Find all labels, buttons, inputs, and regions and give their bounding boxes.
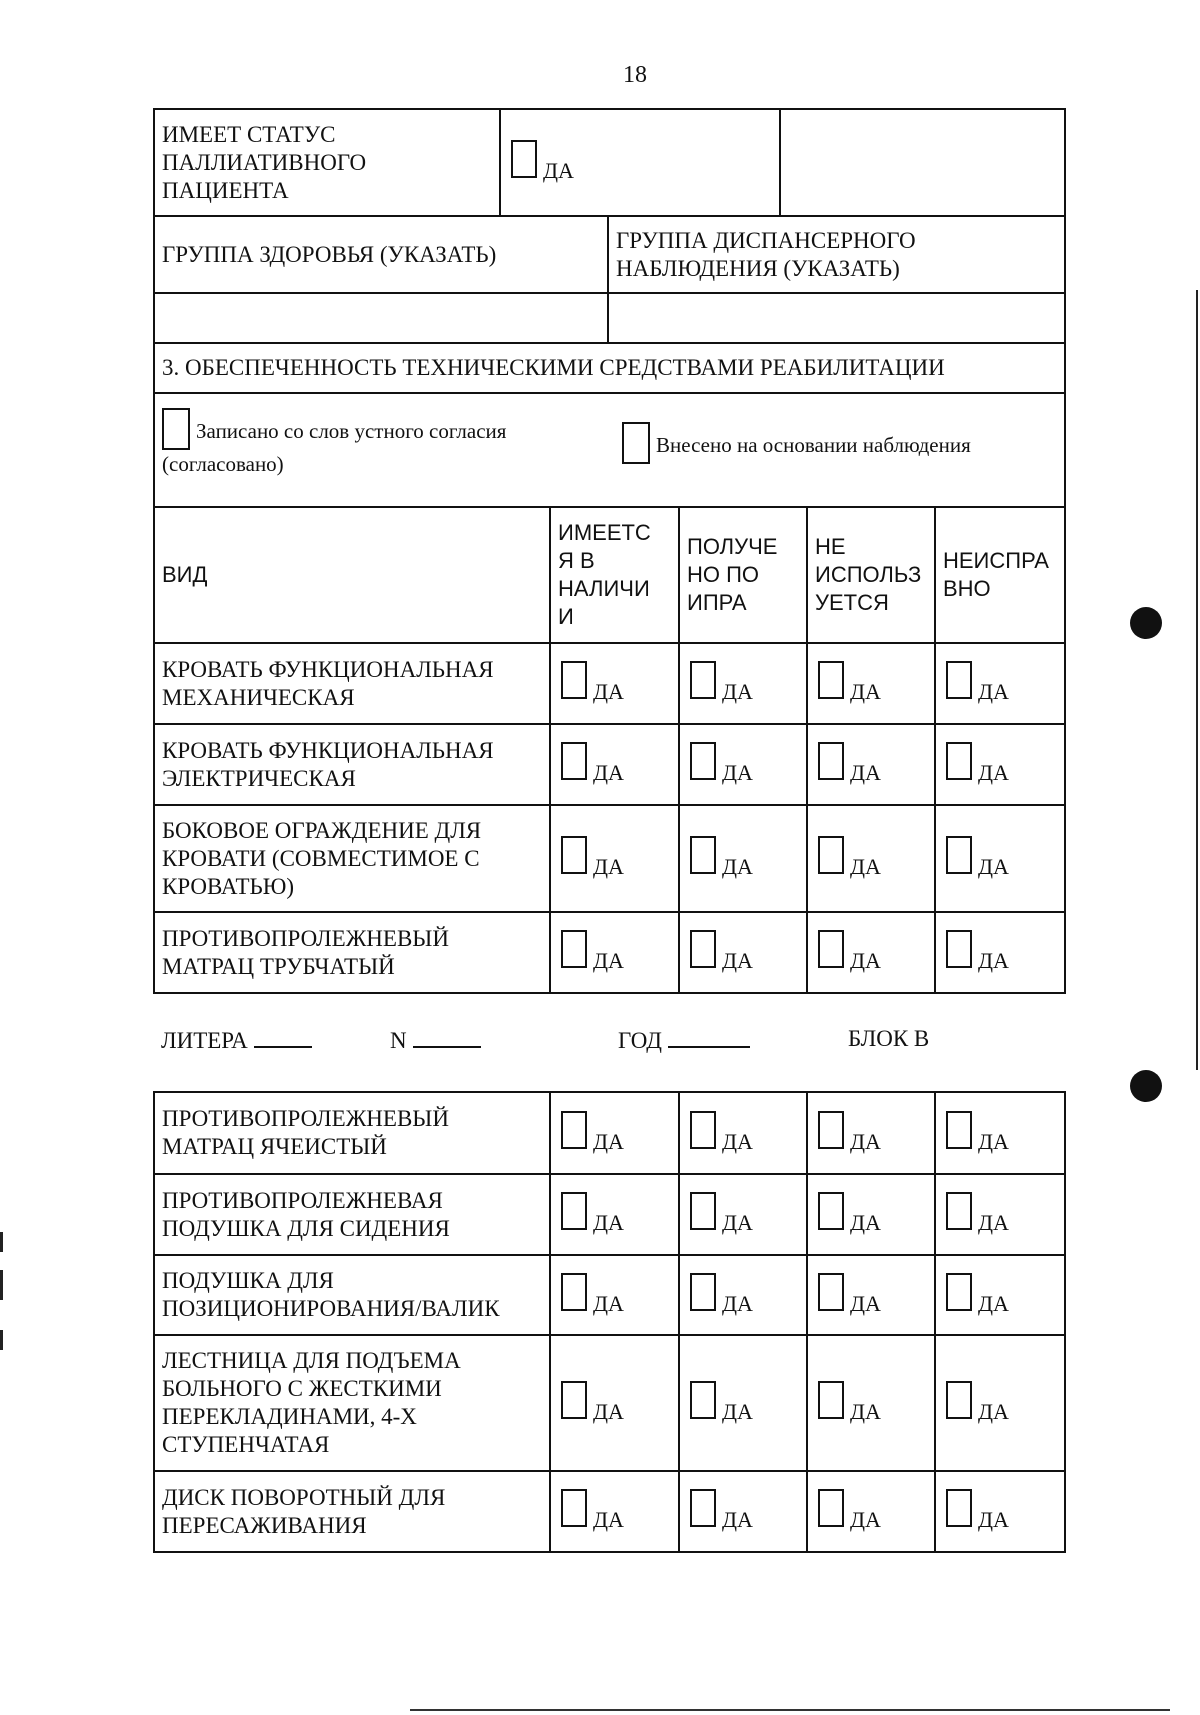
- table-row: [154, 1335, 1065, 1471]
- yes-cell: [935, 643, 1065, 724]
- year-field: [618, 1026, 750, 1054]
- not-used-checkbox[interactable]: [818, 930, 844, 968]
- yes-cell: [935, 912, 1065, 993]
- block-label: БЛОК В: [848, 1026, 930, 1051]
- yes-label: ДА: [978, 854, 1009, 879]
- yes-cell: [679, 805, 807, 912]
- dispensary-group-input[interactable]: [608, 293, 1065, 343]
- yes-label: ДА: [978, 948, 1009, 973]
- received-ipra-checkbox[interactable]: [690, 1273, 716, 1311]
- yes-label: ДА: [850, 1507, 881, 1532]
- yes-label: ДА: [850, 1210, 881, 1235]
- yes-cell: [807, 1471, 935, 1552]
- faulty-checkbox[interactable]: [946, 661, 972, 699]
- yes-label: ДА: [722, 679, 753, 704]
- row-item-name: ПРОТИВОПРОЛЕЖНЕВЫЙ МАТРАЦ ЯЧЕИСТЫЙ: [154, 1092, 550, 1174]
- not-used-checkbox[interactable]: [818, 1273, 844, 1311]
- yes-label: ДА: [850, 760, 881, 785]
- scan-edge-mark: [1196, 290, 1198, 1070]
- yes-label: ДА: [850, 948, 881, 973]
- not-used-checkbox[interactable]: [818, 1489, 844, 1527]
- yes-cell: [550, 805, 679, 912]
- yes-label: ДА: [722, 1398, 753, 1424]
- form-bottom-section: [153, 1091, 1066, 1553]
- not-used-checkbox[interactable]: [818, 1192, 844, 1230]
- row-item-name: КРОВАТЬ ФУНКЦИОНАЛЬНАЯ МЕХАНИЧЕСКАЯ: [154, 643, 550, 724]
- row-item-name: ЛЕСТНИЦА ДЛЯ ПОДЪЕМА БОЛЬНОГО С ЖЕСТКИМИ ПЕРЕКЛАДИНАМИ, 4-Х СТУПЕНЧАТАЯ: [154, 1335, 550, 1471]
- yes-label: ДА: [593, 679, 624, 704]
- yes-label: ДА: [722, 1290, 753, 1316]
- available-checkbox[interactable]: [561, 1111, 587, 1149]
- consent-observed-checkbox[interactable]: [622, 422, 650, 464]
- scan-bottom-edge: [410, 1709, 1170, 1711]
- yes-cell: [550, 643, 679, 724]
- available-checkbox[interactable]: [561, 1273, 587, 1311]
- consent-observed: [622, 422, 1062, 464]
- yes-cell: [807, 724, 935, 805]
- col-header-received-ipra: ПОЛУЧЕ НО ПО ИПРА: [679, 507, 807, 643]
- faulty-checkbox[interactable]: [946, 1381, 972, 1419]
- faulty-checkbox[interactable]: [946, 1273, 972, 1311]
- table-row: [154, 643, 1065, 724]
- litera-blank[interactable]: [254, 1026, 312, 1048]
- available-checkbox[interactable]: [561, 1489, 587, 1527]
- available-checkbox[interactable]: [561, 836, 587, 874]
- yes-cell: [550, 724, 679, 805]
- not-used-checkbox[interactable]: [818, 1381, 844, 1419]
- received-ipra-checkbox[interactable]: [690, 1192, 716, 1230]
- yes-label: ДА: [593, 854, 624, 879]
- yes-label: ДА: [850, 854, 881, 879]
- table-row: [154, 1471, 1065, 1552]
- scan-edge-mark: [0, 1232, 3, 1252]
- yes-cell: [935, 724, 1065, 805]
- yes-label: ДА: [593, 1290, 624, 1316]
- document-footer-line: [161, 1026, 1031, 1062]
- page-number: 18: [623, 62, 647, 88]
- consent-verbal: [162, 408, 582, 478]
- col-header-available: ИМЕЕТС Я В НАЛИЧИ И: [550, 507, 679, 643]
- yes-cell: [935, 1471, 1065, 1552]
- yes-label: ДА: [978, 760, 1009, 785]
- form-top-section: [153, 108, 1066, 994]
- not-used-checkbox[interactable]: [818, 1111, 844, 1149]
- row-item-name: ПРОТИВОПРОЛЕЖНЕВЫЙ МАТРАЦ ТРУБЧАТЫЙ: [154, 912, 550, 993]
- yes-cell: [550, 1335, 679, 1471]
- col-header-type: ВИД: [154, 507, 550, 643]
- health-group-input[interactable]: [154, 293, 608, 343]
- yes-cell: [679, 724, 807, 805]
- table-row: [154, 805, 1065, 912]
- row-item-name: КРОВАТЬ ФУНКЦИОНАЛЬНАЯ ЭЛЕКТРИЧЕСКАЯ: [154, 724, 550, 805]
- available-checkbox[interactable]: [561, 1192, 587, 1230]
- yes-cell: [935, 1335, 1065, 1471]
- yes-cell: [807, 1255, 935, 1335]
- faulty-checkbox[interactable]: [946, 742, 972, 780]
- consent-verbal-label: Записано со слов устного согласия (согласовано): [162, 419, 507, 476]
- yes-label: ДА: [593, 1128, 624, 1154]
- received-ipra-checkbox[interactable]: [690, 742, 716, 780]
- scan-edge-mark: [0, 1270, 3, 1300]
- yes-label: ДА: [978, 1290, 1009, 1316]
- yes-label: ДА: [850, 1290, 881, 1316]
- yes-label: ДА: [593, 1210, 624, 1235]
- yes-label: ДА: [593, 948, 624, 973]
- yes-cell: [935, 805, 1065, 912]
- yes-label: ДА: [978, 679, 1009, 704]
- row-item-name: ПОДУШКА ДЛЯ ПОЗИЦИОНИРОВАНИЯ/ВАЛИК: [154, 1255, 550, 1335]
- punch-hole-mark: [1130, 1070, 1162, 1102]
- yes-cell: [935, 1255, 1065, 1335]
- yes-cell: [807, 805, 935, 912]
- faulty-checkbox[interactable]: [946, 1111, 972, 1149]
- yes-label: ДА: [722, 854, 753, 879]
- yes-cell: [807, 1335, 935, 1471]
- available-checkbox[interactable]: [561, 661, 587, 699]
- yes-cell: [550, 1092, 679, 1174]
- palliative-empty-cell: [780, 109, 1065, 216]
- yes-cell: [807, 1174, 935, 1255]
- yes-cell: [550, 1255, 679, 1335]
- yes-cell: [679, 1174, 807, 1255]
- table-row: [154, 1092, 1065, 1174]
- yes-label: ДА: [850, 1398, 881, 1424]
- table-row: [154, 912, 1065, 993]
- table-row: [154, 1255, 1065, 1335]
- scan-edge-mark: [0, 1330, 3, 1350]
- litera-label: ЛИТЕРА: [161, 1028, 248, 1053]
- consent-verbal-checkbox[interactable]: [162, 408, 190, 450]
- yes-label: ДА: [722, 948, 753, 973]
- row-item-name: ПРОТИВОПРОЛЕЖНЕВАЯ ПОДУШКА ДЛЯ СИДЕНИЯ: [154, 1174, 550, 1255]
- available-checkbox[interactable]: [561, 930, 587, 968]
- yes-cell: [807, 643, 935, 724]
- yes-cell: [935, 1092, 1065, 1174]
- yes-cell: [679, 1092, 807, 1174]
- received-ipra-checkbox[interactable]: [690, 661, 716, 699]
- not-used-checkbox[interactable]: [818, 661, 844, 699]
- col-header-not-used: НЕ ИСПОЛЬЗ УЕТСЯ: [807, 507, 935, 643]
- yes-cell: [679, 1255, 807, 1335]
- table-row: [154, 724, 1065, 805]
- year-label: ГОД: [618, 1028, 662, 1053]
- received-ipra-checkbox[interactable]: [690, 836, 716, 874]
- yes-label: ДА: [722, 760, 753, 785]
- yes-label: ДА: [722, 1507, 753, 1532]
- yes-label: ДА: [978, 1210, 1009, 1235]
- year-blank[interactable]: [668, 1026, 750, 1048]
- palliative-yes-checkbox[interactable]: [511, 140, 537, 178]
- yes-label: ДА: [543, 158, 574, 183]
- not-used-checkbox[interactable]: [818, 836, 844, 874]
- yes-label: ДА: [722, 1128, 753, 1154]
- yes-cell: [679, 1471, 807, 1552]
- yes-cell: [550, 912, 679, 993]
- yes-label: ДА: [593, 1398, 624, 1424]
- palliative-yes-cell: [500, 109, 780, 216]
- available-checkbox[interactable]: [561, 1381, 587, 1419]
- faulty-checkbox[interactable]: [946, 930, 972, 968]
- palliative-table: [153, 108, 1066, 217]
- yes-cell: [807, 1092, 935, 1174]
- received-ipra-checkbox[interactable]: [690, 930, 716, 968]
- consent-cell: [154, 393, 1065, 507]
- available-checkbox[interactable]: [561, 742, 587, 780]
- yes-cell: [679, 912, 807, 993]
- yes-cell: [550, 1174, 679, 1255]
- yes-cell: [807, 912, 935, 993]
- groups-table: [153, 215, 1066, 508]
- rehab-table-bottom: [153, 1091, 1066, 1553]
- number-label: N: [390, 1028, 407, 1053]
- dispensary-group-label: ГРУППА ДИСПАНСЕРНОГО НАБЛЮДЕНИЯ (УКАЗАТЬ): [608, 216, 1065, 293]
- yes-cell: [679, 1335, 807, 1471]
- rehab-table-top: [153, 506, 1066, 994]
- yes-label: ДА: [593, 1507, 624, 1532]
- received-ipra-checkbox[interactable]: [690, 1111, 716, 1149]
- received-ipra-checkbox[interactable]: [690, 1381, 716, 1419]
- col-header-faulty: НЕИСПРА ВНО: [935, 507, 1065, 643]
- yes-label: ДА: [978, 1128, 1009, 1154]
- punch-hole-mark: [1130, 607, 1162, 639]
- health-group-label: ГРУППА ЗДОРОВЬЯ (УКАЗАТЬ): [154, 216, 608, 293]
- row-item-name: БОКОВОЕ ОГРАЖДЕНИЕ ДЛЯ КРОВАТИ (СОВМЕСТИМОЕ С КРОВАТЬЮ): [154, 805, 550, 912]
- received-ipra-checkbox[interactable]: [690, 1489, 716, 1527]
- litera-field: [161, 1026, 312, 1054]
- yes-label: ДА: [850, 679, 881, 704]
- yes-cell: [679, 643, 807, 724]
- number-blank[interactable]: [413, 1026, 481, 1048]
- number-field: [390, 1026, 481, 1054]
- yes-label: ДА: [978, 1507, 1009, 1532]
- yes-label: ДА: [978, 1398, 1009, 1424]
- row-item-name: ДИСК ПОВОРОТНЫЙ ДЛЯ ПЕРЕСАЖИВАНИЯ: [154, 1471, 550, 1552]
- yes-label: ДА: [593, 760, 624, 785]
- palliative-label: ИМЕЕТ СТАТУС ПАЛЛИАТИВНОГО ПАЦИЕНТА: [154, 109, 500, 216]
- faulty-checkbox[interactable]: [946, 836, 972, 874]
- table-row: [154, 1174, 1065, 1255]
- yes-cell: [935, 1174, 1065, 1255]
- consent-observed-label: Внесено на основании наблюдения: [656, 433, 971, 457]
- not-used-checkbox[interactable]: [818, 742, 844, 780]
- yes-cell: [550, 1471, 679, 1552]
- yes-label: ДА: [722, 1210, 753, 1235]
- faulty-checkbox[interactable]: [946, 1489, 972, 1527]
- faulty-checkbox[interactable]: [946, 1192, 972, 1230]
- yes-label: ДА: [850, 1128, 881, 1154]
- section-3-title: 3. ОБЕСПЕЧЕННОСТЬ ТЕХНИЧЕСКИМИ СРЕДСТВАМИ РЕАБИЛИТАЦИИ: [154, 343, 1065, 393]
